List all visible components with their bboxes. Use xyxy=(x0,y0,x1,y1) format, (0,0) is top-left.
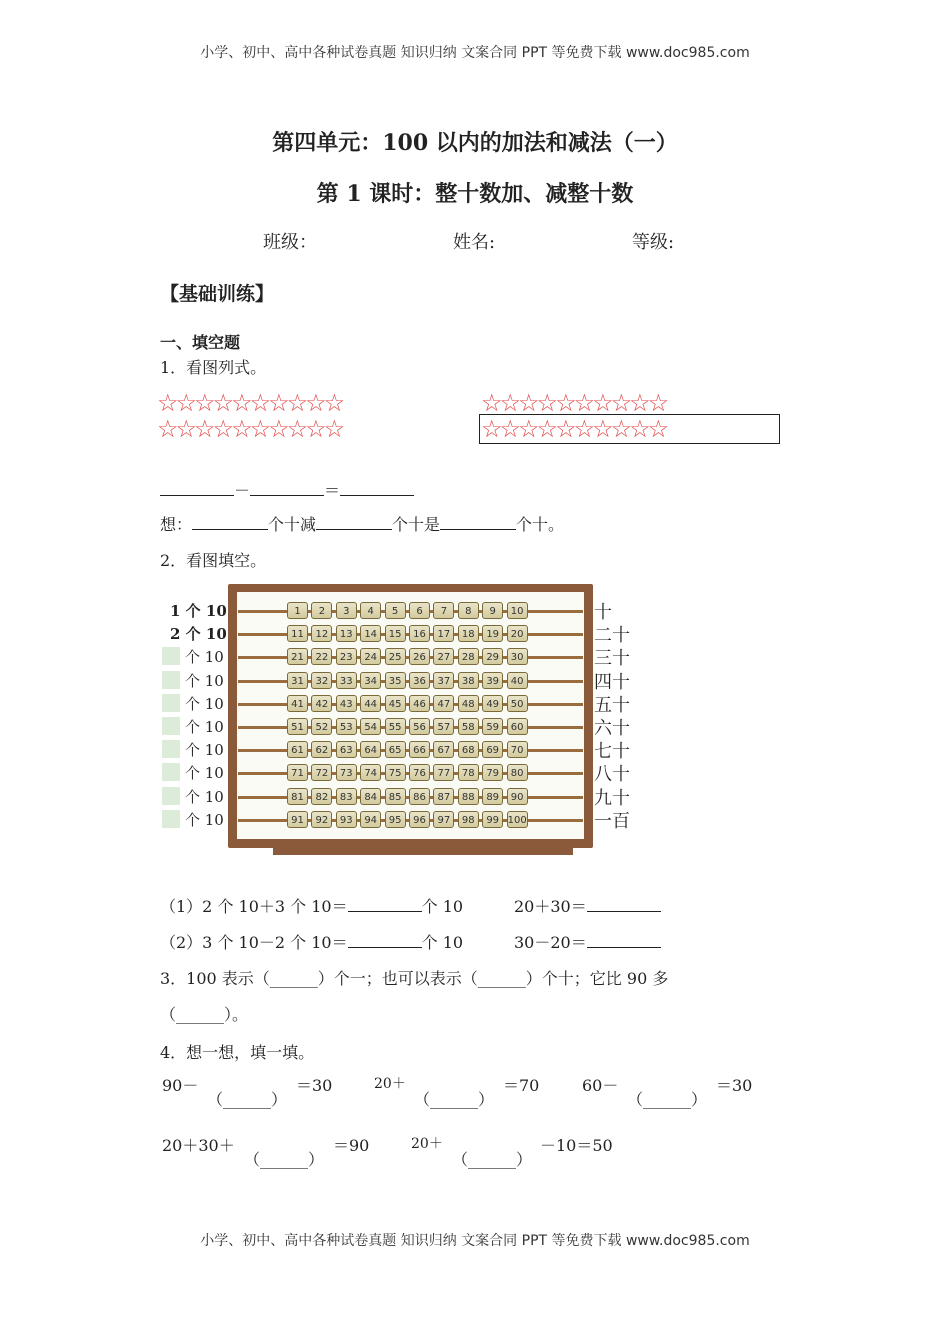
abacus-frame xyxy=(228,584,593,848)
abacus-bead: 100 xyxy=(507,811,528,828)
abacus-bead: 10 xyxy=(507,602,528,619)
class-label: 班级： xyxy=(263,232,317,253)
row-left-label: 个 10 xyxy=(185,764,224,782)
abacus-bead: 16 xyxy=(409,625,430,642)
abacus-bead: 97 xyxy=(433,811,454,828)
abacus-bead: 59 xyxy=(482,718,503,735)
abacus-bead: 37 xyxy=(433,672,454,689)
abacus-bead: 64 xyxy=(360,741,381,758)
abacus-bead: 57 xyxy=(433,718,454,735)
abacus-bead: 70 xyxy=(507,741,528,758)
row-left-label: 个 10 xyxy=(185,718,224,736)
abacus-bead: 12 xyxy=(311,625,332,642)
q1-equation xyxy=(160,478,414,501)
abacus-bead: 65 xyxy=(385,741,406,758)
q3-line1: 3．100 表示（______）个一；也可以表示（______）个十；它比 90 多 xyxy=(160,969,669,988)
abacus-bead: 91 xyxy=(287,811,308,828)
abacus-bead: 77 xyxy=(433,764,454,781)
stars-right-row2: ☆☆☆☆☆☆☆☆☆☆ xyxy=(481,415,667,443)
row-left-label: 个 10 xyxy=(185,648,224,666)
name-label: 姓名: xyxy=(453,232,496,253)
row-right-label: 五十 xyxy=(594,695,630,716)
abacus-bead: 29 xyxy=(482,648,503,665)
q4-item1-pre: 90－ xyxy=(162,1076,199,1095)
abacus-bead: 93 xyxy=(336,811,357,828)
abacus-bead: 31 xyxy=(287,672,308,689)
equals-sign: ＝ xyxy=(324,481,341,500)
lesson-title: 第 1 课时：整十数加、减整十数 xyxy=(316,181,634,207)
sub1-text: （1）2 个 10＋3 个 10＝ xyxy=(160,897,348,916)
blank[interactable] xyxy=(340,479,414,496)
row-right-label: 三十 xyxy=(594,648,630,669)
row-right-label: 七十 xyxy=(594,741,630,762)
abacus-bead: 40 xyxy=(507,672,528,689)
q4-item3-post: ＝30 xyxy=(716,1076,753,1095)
abacus-bead: 13 xyxy=(336,625,357,642)
row-left-label: 个 10 xyxy=(185,741,224,759)
q4-item1-paren[interactable]: （______） xyxy=(207,1090,288,1109)
row-right-label: 一百 xyxy=(594,811,630,832)
abacus-bead: 32 xyxy=(311,672,332,689)
abacus-bead: 66 xyxy=(409,741,430,758)
abacus-bead: 99 xyxy=(482,811,503,828)
blank[interactable] xyxy=(348,895,422,912)
abacus-bead: 90 xyxy=(507,788,528,805)
answer-box[interactable] xyxy=(162,763,180,781)
abacus-bead: 48 xyxy=(458,695,479,712)
abacus-bead: 35 xyxy=(385,672,406,689)
abacus-bead: 58 xyxy=(458,718,479,735)
q4-item5-pre: 20＋ xyxy=(411,1136,443,1152)
abacus-bead: 50 xyxy=(507,695,528,712)
abacus-bead: 19 xyxy=(482,625,503,642)
abacus-bead: 39 xyxy=(482,672,503,689)
abacus-bead: 87 xyxy=(433,788,454,805)
abacus-bead: 46 xyxy=(409,695,430,712)
abacus-bead: 17 xyxy=(433,625,454,642)
q2-sub2 xyxy=(160,930,463,953)
abacus-bead: 98 xyxy=(458,811,479,828)
q2-sub1-right xyxy=(514,894,661,917)
abacus-base xyxy=(273,848,573,855)
abacus-bead: 76 xyxy=(409,764,430,781)
q2-label: 2．看图填空。 xyxy=(160,551,267,570)
blank[interactable] xyxy=(316,513,392,530)
row-left-label: 个 10 xyxy=(185,672,224,690)
abacus-bead: 52 xyxy=(311,718,332,735)
abacus-bead: 26 xyxy=(409,648,430,665)
abacus-bead: 60 xyxy=(507,718,528,735)
answer-box[interactable] xyxy=(162,647,180,665)
sub2-right-text: 30－20＝ xyxy=(514,933,587,952)
abacus-bead: 54 xyxy=(360,718,381,735)
stars-box xyxy=(479,414,780,444)
q4-item4-paren[interactable]: （______） xyxy=(244,1150,325,1169)
abacus-bead: 41 xyxy=(287,695,308,712)
answer-box[interactable] xyxy=(162,671,180,689)
q4-item4-post: ＝90 xyxy=(333,1136,370,1155)
row-right-label: 九十 xyxy=(594,788,630,809)
header-banner: 小学、初中、高中各种试卷真题 知识归纳 文案合同 PPT 等免费下载 www.doc985.com xyxy=(200,45,750,61)
abacus-bead: 83 xyxy=(336,788,357,805)
answer-box[interactable] xyxy=(162,787,180,805)
abacus-bead: 63 xyxy=(336,741,357,758)
abacus-bead: 89 xyxy=(482,788,503,805)
blank[interactable] xyxy=(587,895,661,912)
abacus-bead: 53 xyxy=(336,718,357,735)
abacus-bead: 71 xyxy=(287,764,308,781)
q3-line2: （______）。 xyxy=(160,1005,249,1024)
grade-label: 等级: xyxy=(632,232,675,253)
abacus-bead: 69 xyxy=(482,741,503,758)
q4-item2-paren[interactable]: （______） xyxy=(414,1090,495,1109)
abacus-bead: 28 xyxy=(458,648,479,665)
abacus-bead: 2 xyxy=(311,602,332,619)
abacus-bead: 95 xyxy=(385,811,406,828)
answer-box[interactable] xyxy=(162,694,180,712)
abacus-bead: 73 xyxy=(336,764,357,781)
abacus-bead: 79 xyxy=(482,764,503,781)
think-text: 个十减 xyxy=(268,515,317,534)
q4-item5-post: －10＝50 xyxy=(540,1136,613,1155)
abacus-bead: 96 xyxy=(409,811,430,828)
abacus-bead: 27 xyxy=(433,648,454,665)
q4-item2-pre: 20＋ xyxy=(374,1076,406,1092)
abacus-bead: 6 xyxy=(409,602,430,619)
answer-box[interactable] xyxy=(162,717,180,735)
sub1-unit: 个 10 xyxy=(421,897,464,916)
stars-right-row1: ☆☆☆☆☆☆☆☆☆☆ xyxy=(481,389,667,417)
think-text: 个十。 xyxy=(516,515,565,534)
abacus-bead: 3 xyxy=(336,602,357,619)
abacus-bead: 43 xyxy=(336,695,357,712)
abacus-bead: 88 xyxy=(458,788,479,805)
abacus-bead: 8 xyxy=(458,602,479,619)
abacus-bead: 4 xyxy=(360,602,381,619)
abacus-bead: 34 xyxy=(360,672,381,689)
row-right-label: 二十 xyxy=(594,625,630,646)
row-right-label: 四十 xyxy=(594,672,630,693)
answer-box[interactable] xyxy=(162,810,180,828)
sub2-text: （2）3 个 10－2 个 10＝ xyxy=(160,933,348,952)
sub2-unit: 个 10 xyxy=(421,933,464,952)
row-left-label: 个 10 xyxy=(185,788,224,806)
abacus-bead: 20 xyxy=(507,625,528,642)
q2-sub2-right xyxy=(514,930,661,953)
q2-sub1 xyxy=(160,894,463,917)
abacus-bead: 85 xyxy=(385,788,406,805)
abacus-bead: 68 xyxy=(458,741,479,758)
abacus-bead: 25 xyxy=(385,648,406,665)
abacus-bead: 74 xyxy=(360,764,381,781)
q4-item1-post: ＝30 xyxy=(296,1076,333,1095)
abacus-bead: 81 xyxy=(287,788,308,805)
abacus-bead: 15 xyxy=(385,625,406,642)
abacus-bead: 84 xyxy=(360,788,381,805)
abacus-bead: 92 xyxy=(311,811,332,828)
blank[interactable] xyxy=(348,931,422,948)
abacus-bead: 22 xyxy=(311,648,332,665)
abacus-bead: 61 xyxy=(287,741,308,758)
abacus-bead: 45 xyxy=(385,695,406,712)
q4-item5-paren[interactable]: （______） xyxy=(452,1150,533,1169)
q4-item2-post: ＝70 xyxy=(503,1076,540,1095)
row-left-label: 个 10 xyxy=(185,695,224,713)
abacus-bead: 75 xyxy=(385,764,406,781)
q4-item4-pre: 20＋30＋ xyxy=(162,1136,235,1155)
abacus-bead: 9 xyxy=(482,602,503,619)
abacus-bead: 72 xyxy=(311,764,332,781)
row-right-label: 六十 xyxy=(594,718,630,739)
abacus-bead: 36 xyxy=(409,672,430,689)
abacus-bead: 14 xyxy=(360,625,381,642)
row-left-label: 个 10 xyxy=(185,811,224,829)
footer-banner: 小学、初中、高中各种试卷真题 知识归纳 文案合同 PPT 等免费下载 www.doc985.com xyxy=(200,1233,750,1249)
blank[interactable] xyxy=(440,513,516,530)
q1-think xyxy=(160,512,564,535)
abacus-bead: 78 xyxy=(458,764,479,781)
q4-item3-pre: 60－ xyxy=(582,1076,619,1095)
abacus-bead: 44 xyxy=(360,695,381,712)
abacus-bead: 23 xyxy=(336,648,357,665)
answer-box[interactable] xyxy=(162,740,180,758)
blank[interactable] xyxy=(250,479,324,496)
unit-title: 第四单元：100 以内的加法和减法（一） xyxy=(272,130,678,156)
abacus-bead: 49 xyxy=(482,695,503,712)
abacus-bead: 55 xyxy=(385,718,406,735)
abacus-bead: 94 xyxy=(360,811,381,828)
think-text: 个十是 xyxy=(392,515,441,534)
abacus-bead: 24 xyxy=(360,648,381,665)
row-right-label: 八十 xyxy=(594,764,630,785)
abacus-bead: 21 xyxy=(287,648,308,665)
abacus-bead: 56 xyxy=(409,718,430,735)
q4-item3-paren[interactable]: （______） xyxy=(627,1090,708,1109)
q4-label: 4．想一想，填一填。 xyxy=(160,1043,315,1062)
abacus-bead: 30 xyxy=(507,648,528,665)
think-text: 想： xyxy=(160,515,193,534)
abacus-bead: 80 xyxy=(507,764,528,781)
abacus-bead: 86 xyxy=(409,788,430,805)
row-left-label: 2 个 10 xyxy=(170,625,227,643)
abacus-bead: 38 xyxy=(458,672,479,689)
sub1-right-text: 20＋30＝ xyxy=(514,897,587,916)
abacus-bead: 33 xyxy=(336,672,357,689)
minus-sign: － xyxy=(234,481,251,500)
part-heading: 一、填空题 xyxy=(160,333,241,352)
row-right-label: 十 xyxy=(594,602,612,623)
abacus-bead: 18 xyxy=(458,625,479,642)
abacus-bead: 67 xyxy=(433,741,454,758)
stars-left-row1: ☆☆☆☆☆☆☆☆☆☆ xyxy=(157,389,343,417)
abacus-bead: 47 xyxy=(433,695,454,712)
row-left-label: 1 个 10 xyxy=(170,602,227,620)
abacus-bead: 11 xyxy=(287,625,308,642)
abacus-bead: 1 xyxy=(287,602,308,619)
stars-left-row2: ☆☆☆☆☆☆☆☆☆☆ xyxy=(157,415,343,443)
abacus-bead: 5 xyxy=(385,602,406,619)
blank[interactable] xyxy=(160,479,234,496)
abacus-bead: 42 xyxy=(311,695,332,712)
blank[interactable] xyxy=(192,513,268,530)
abacus-bead: 82 xyxy=(311,788,332,805)
abacus-bead: 62 xyxy=(311,741,332,758)
abacus-bead: 51 xyxy=(287,718,308,735)
blank[interactable] xyxy=(587,931,661,948)
abacus-bead: 7 xyxy=(433,602,454,619)
section-heading: 【基础训练】 xyxy=(160,283,275,305)
q1-label: 1．看图列式。 xyxy=(160,358,267,377)
